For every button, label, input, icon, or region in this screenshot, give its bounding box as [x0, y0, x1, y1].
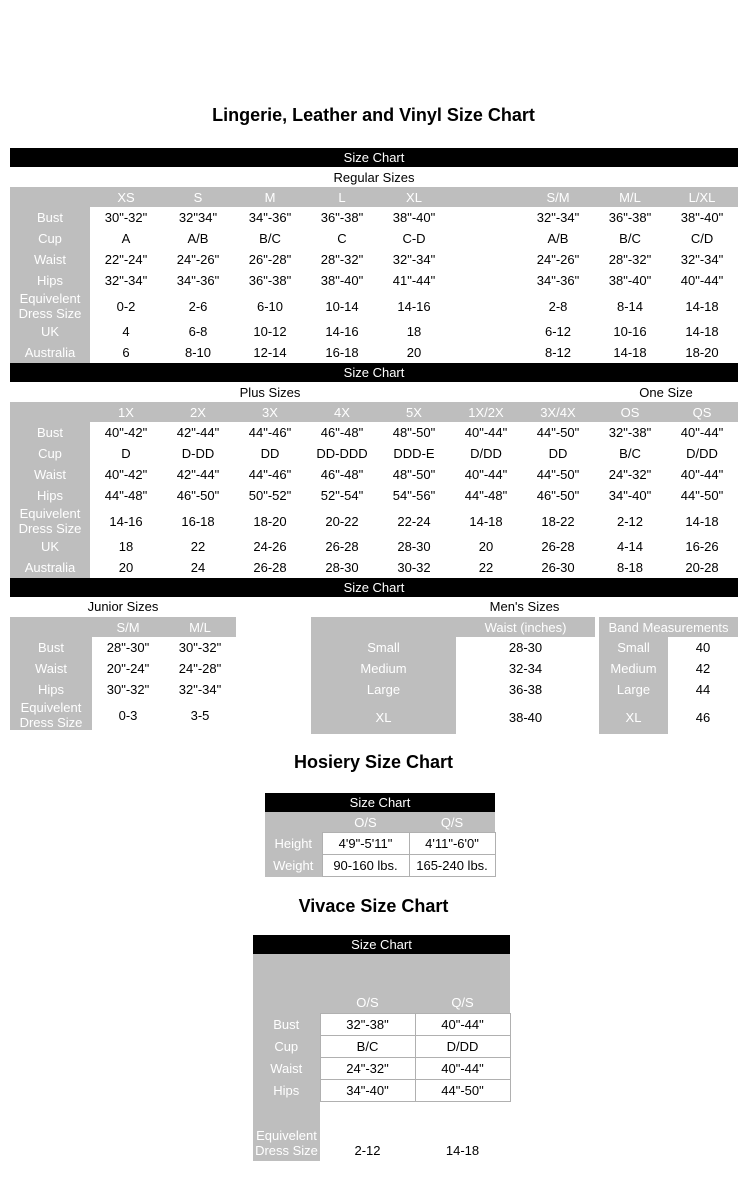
size-value-cell: 8-18 [594, 557, 666, 578]
row-label: Waist [10, 464, 90, 485]
row-label: Equivelent Dress Size [10, 506, 90, 536]
size-value-cell: 28"-32" [306, 249, 378, 270]
size-value-cell: 14-18 [594, 342, 666, 363]
row-label: Waist [10, 249, 90, 270]
size-value-cell: 18-22 [522, 506, 594, 536]
size-value-cell: 3-5 [164, 700, 236, 730]
row-label: Equivelent Dress Size [10, 700, 92, 730]
column-header-empty [10, 617, 92, 637]
size-value-cell: 30"-32" [90, 207, 162, 228]
size-value-cell: 40"-44" [666, 422, 738, 443]
size-value-cell: 8-10 [162, 342, 234, 363]
table-subtitle-row [10, 382, 738, 402]
size-value-cell: 28-30 [456, 637, 595, 658]
column-header: QS [666, 402, 738, 422]
row-label: Hips [253, 1080, 320, 1102]
size-value-cell: B/C [320, 1036, 415, 1058]
row-label: Hips [10, 270, 90, 291]
row-label: Bust [10, 637, 92, 658]
size-value-cell: 32"-38" [320, 1014, 415, 1036]
column-header: OS [594, 402, 666, 422]
size-value-cell: 14-18 [666, 321, 738, 342]
size-value-cell: 26"-28" [234, 249, 306, 270]
spacer-cell [10, 382, 90, 402]
size-value-cell: 50"-52" [234, 485, 306, 506]
column-header: 5X [378, 402, 450, 422]
size-value-cell: B/C [234, 228, 306, 249]
size-value-cell: B/C [594, 228, 666, 249]
row-label: UK [10, 536, 90, 557]
size-value-cell: 22 [450, 557, 522, 578]
size-chart-bar-row [10, 363, 738, 382]
size-value-cell: 44"-50" [666, 485, 738, 506]
row-label: Small [311, 637, 456, 658]
plus-sizes-subtitle: Plus Sizes [90, 382, 450, 402]
size-value-cell: 46"-48" [306, 464, 378, 485]
size-value-cell: 2-8 [522, 291, 594, 321]
table-row [10, 270, 738, 291]
size-value-cell: 26-30 [522, 557, 594, 578]
size-value-cell: 20"-24" [92, 658, 164, 679]
size-value-cell: 36"-38" [594, 207, 666, 228]
column-header: M/L [164, 617, 236, 637]
size-value-cell: 38"-40" [378, 207, 450, 228]
size-value-cell: D [90, 443, 162, 464]
size-value-cell: 34"-36" [162, 270, 234, 291]
vivace-chart-title: Vivace Size Chart [298, 896, 449, 916]
size-value-cell: A [90, 228, 162, 249]
empty-cell [450, 342, 522, 363]
row-label: Hips [10, 679, 92, 700]
hosiery-size-table [265, 793, 496, 877]
size-value-cell: 6-12 [522, 321, 594, 342]
size-value-cell: D-DD [162, 443, 234, 464]
size-value-cell: 2-12 [320, 1102, 415, 1162]
size-chart-bar-row [253, 935, 510, 954]
row-label: Bust [253, 1014, 320, 1036]
row-label: XL [311, 700, 456, 734]
size-value-cell: 30-32 [378, 557, 450, 578]
size-chart-bar-row [10, 148, 738, 167]
table-row [10, 422, 738, 443]
column-header: M/L [594, 187, 666, 207]
size-value-cell: 14-18 [666, 291, 738, 321]
column-header-row [265, 812, 495, 833]
table-row [10, 700, 236, 730]
size-value-cell: A/B [162, 228, 234, 249]
size-value-cell: 0-3 [92, 700, 164, 730]
column-header: XS [90, 187, 162, 207]
size-value-cell: 28-30 [306, 557, 378, 578]
table-row [311, 679, 738, 700]
size-value-cell: A/B [522, 228, 594, 249]
table-row [10, 291, 738, 321]
size-value-cell: 34"-36" [522, 270, 594, 291]
size-value-cell: 52"-54" [306, 485, 378, 506]
column-header: 3X [234, 402, 306, 422]
table-row [10, 249, 738, 270]
size-value-cell: 14-18 [450, 506, 522, 536]
table-row [10, 228, 738, 249]
size-value-cell: DD [522, 443, 594, 464]
size-value-cell: 10-14 [306, 291, 378, 321]
table-row [253, 1058, 510, 1080]
size-value-cell: 22 [162, 536, 234, 557]
junior-sizes-section [10, 597, 236, 730]
table-row [253, 1102, 510, 1162]
row-label: Large [311, 679, 456, 700]
column-header: S [162, 187, 234, 207]
mens-sizes-table [311, 617, 738, 734]
row-label: Height [265, 833, 322, 855]
size-value-cell: 40"-44" [666, 464, 738, 485]
size-value-cell: 38-40 [456, 700, 595, 734]
row-label: Waist [253, 1058, 320, 1080]
table-row [311, 637, 738, 658]
size-value-cell: 44"-50" [522, 464, 594, 485]
size-value-cell: 30"-32" [164, 637, 236, 658]
size-value-cell: 40"-44" [666, 270, 738, 291]
row-label: Waist [10, 658, 92, 679]
size-value-cell: 46"-50" [162, 485, 234, 506]
size-value-cell: 8-14 [594, 291, 666, 321]
size-value-cell: 36"-38" [306, 207, 378, 228]
column-header-row [253, 954, 510, 1014]
spacer-cell [450, 382, 594, 402]
size-value-cell: 36-38 [456, 679, 595, 700]
column-header: XL [378, 187, 450, 207]
table-row [253, 1080, 510, 1102]
size-value-cell: 46"-48" [306, 422, 378, 443]
size-value-cell: D/DD [450, 443, 522, 464]
size-value-cell: 20 [90, 557, 162, 578]
mens-sizes-title: Men's Sizes [489, 599, 560, 614]
row-label: Medium [599, 658, 668, 679]
size-value-cell: 20 [378, 342, 450, 363]
column-header: S/M [92, 617, 164, 637]
row-label: Equivelent Dress Size [253, 1102, 320, 1162]
size-value-cell: 6-8 [162, 321, 234, 342]
size-chart-bar: Size Chart [10, 148, 738, 167]
waist-column-header: Waist (inches) [456, 617, 595, 637]
row-label: UK [10, 321, 90, 342]
size-chart-bar: Size Chart [253, 935, 510, 954]
row-label: XL [599, 700, 668, 734]
column-header: O/S [322, 812, 409, 833]
column-header: Q/S [409, 812, 495, 833]
size-value-cell: 44"-50" [415, 1080, 510, 1102]
size-value-cell: 20-22 [306, 506, 378, 536]
size-value-cell: 44"-46" [234, 422, 306, 443]
size-value-cell: C/D [666, 228, 738, 249]
size-value-cell: D/DD [666, 443, 738, 464]
table-row [10, 485, 738, 506]
column-header: 1X/2X [450, 402, 522, 422]
size-value-cell: 20-28 [666, 557, 738, 578]
size-value-cell: 4-14 [594, 536, 666, 557]
size-value-cell: 90-160 lbs. [322, 855, 409, 877]
row-label: Weight [265, 855, 322, 877]
table-row [10, 321, 738, 342]
column-header: 2X [162, 402, 234, 422]
regular-sizes-subtitle: Regular Sizes [10, 167, 738, 187]
empty-cell [450, 270, 522, 291]
size-value-cell: 46 [668, 700, 738, 734]
size-value-cell: 10-12 [234, 321, 306, 342]
size-value-cell: 42"-44" [162, 422, 234, 443]
size-value-cell: 16-18 [306, 342, 378, 363]
size-value-cell: 6 [90, 342, 162, 363]
size-value-cell: 32-34 [456, 658, 595, 679]
size-value-cell: 18 [90, 536, 162, 557]
size-value-cell: 32"-34" [666, 249, 738, 270]
size-value-cell: 24"-28" [164, 658, 236, 679]
page-title: Lingerie, Leather and Vinyl Size Chart [212, 105, 535, 125]
table-row [10, 506, 738, 536]
size-value-cell: B/C [594, 443, 666, 464]
table-row [253, 1014, 510, 1036]
size-value-cell: 32"-34" [522, 207, 594, 228]
size-value-cell: 14-16 [306, 321, 378, 342]
size-value-cell: 2-12 [594, 506, 666, 536]
mens-sizes-section [311, 597, 738, 734]
plus-sizes-table [10, 363, 738, 578]
size-value-cell: 40"-42" [90, 464, 162, 485]
column-header: O/S [320, 954, 415, 1014]
size-chart-bar: Size Chart [10, 578, 738, 597]
column-header: L [306, 187, 378, 207]
table-subtitle-row [10, 167, 738, 187]
empty-cell [450, 207, 522, 228]
size-value-cell: 34"-36" [234, 207, 306, 228]
column-header-empty [311, 617, 456, 637]
size-value-cell: 4'9"-5'11" [322, 833, 409, 855]
column-header-empty [265, 812, 322, 833]
size-value-cell: 24-26 [234, 536, 306, 557]
size-chart-bar-row [265, 793, 495, 812]
size-value-cell: 32"-34" [378, 249, 450, 270]
row-label: Bust [10, 207, 90, 228]
size-value-cell: 12-14 [234, 342, 306, 363]
size-value-cell: 44"-48" [90, 485, 162, 506]
column-header: 1X [90, 402, 162, 422]
column-header-row [10, 617, 236, 637]
size-value-cell: 18-20 [666, 342, 738, 363]
size-value-cell: 40"-44" [450, 464, 522, 485]
size-value-cell: 32"-34" [164, 679, 236, 700]
size-value-cell: 41"-44" [378, 270, 450, 291]
size-value-cell: 44"-50" [522, 422, 594, 443]
table-row [265, 855, 495, 877]
size-value-cell: 38"-40" [594, 270, 666, 291]
row-label: Small [599, 637, 668, 658]
table-row [10, 637, 236, 658]
size-value-cell: 8-12 [522, 342, 594, 363]
size-value-cell: 32"34" [162, 207, 234, 228]
table-row [10, 536, 738, 557]
empty-cell [450, 228, 522, 249]
empty-cell [450, 321, 522, 342]
column-header: M [234, 187, 306, 207]
size-value-cell: 40"-44" [415, 1014, 510, 1036]
column-header-empty [450, 187, 522, 207]
one-size-subtitle: One Size [594, 382, 738, 402]
junior-mens-section [10, 597, 738, 734]
size-value-cell: 26-28 [234, 557, 306, 578]
hosiery-chart-title: Hosiery Size Chart [293, 752, 454, 772]
row-label: Medium [311, 658, 456, 679]
size-value-cell: 14-18 [415, 1102, 510, 1162]
regular-sizes-table [10, 148, 738, 363]
column-header: L/XL [666, 187, 738, 207]
table-row [265, 833, 495, 855]
size-value-cell: 40"-44" [450, 422, 522, 443]
size-value-cell: 22-24 [378, 506, 450, 536]
table-row [253, 1036, 510, 1058]
size-value-cell: 16-18 [162, 506, 234, 536]
size-value-cell: 44 [668, 679, 738, 700]
size-value-cell: 28"-30" [92, 637, 164, 658]
size-value-cell: 18-20 [234, 506, 306, 536]
size-value-cell: 38"-40" [306, 270, 378, 291]
column-header: 3X/4X [522, 402, 594, 422]
size-value-cell: 48"-50" [378, 464, 450, 485]
column-header: 4X [306, 402, 378, 422]
size-value-cell: 48"-50" [378, 422, 450, 443]
column-header: Q/S [415, 954, 510, 1014]
size-value-cell: 28-30 [378, 536, 450, 557]
column-header: S/M [522, 187, 594, 207]
size-value-cell: 44"-46" [234, 464, 306, 485]
column-header-row [10, 187, 738, 207]
size-value-cell: 38"-40" [666, 207, 738, 228]
table-row [10, 342, 738, 363]
table-row [10, 443, 738, 464]
size-value-cell: 10-16 [594, 321, 666, 342]
size-value-cell: 26-28 [306, 536, 378, 557]
size-value-cell: 16-26 [666, 536, 738, 557]
size-value-cell: 32"-38" [594, 422, 666, 443]
size-value-cell: 6-10 [234, 291, 306, 321]
size-value-cell: 20 [450, 536, 522, 557]
size-value-cell: DD-DDD [306, 443, 378, 464]
junior-sizes-title: Junior Sizes [87, 599, 159, 614]
table-row [10, 679, 236, 700]
size-chart-bar: Size Chart [265, 793, 495, 812]
size-value-cell: 22"-24" [90, 249, 162, 270]
size-value-cell: 32"-34" [90, 270, 162, 291]
row-label: Equivelent Dress Size [10, 291, 90, 321]
size-value-cell: 46"-50" [522, 485, 594, 506]
row-label: Hips [10, 485, 90, 506]
size-value-cell: 34"-40" [320, 1080, 415, 1102]
size-value-cell: 4'11"-6'0" [409, 833, 495, 855]
column-header-empty [10, 402, 90, 422]
table-row [10, 658, 236, 679]
size-value-cell: 14-16 [90, 506, 162, 536]
row-label: Cup [253, 1036, 320, 1058]
size-value-cell: C [306, 228, 378, 249]
size-value-cell: DDD-E [378, 443, 450, 464]
size-value-cell: 2-6 [162, 291, 234, 321]
size-value-cell: 28"-32" [594, 249, 666, 270]
table-row [10, 464, 738, 485]
size-value-cell: 40"-42" [90, 422, 162, 443]
vivace-size-table [253, 935, 511, 1161]
empty-cell [450, 291, 522, 321]
size-value-cell: 24"-26" [522, 249, 594, 270]
size-value-cell: 24"-32" [320, 1058, 415, 1080]
row-label: Cup [10, 228, 90, 249]
junior-sizes-table [10, 617, 236, 730]
size-value-cell: 36"-38" [234, 270, 306, 291]
table-row [311, 658, 738, 679]
size-value-cell: 44"-48" [450, 485, 522, 506]
table-row [311, 700, 738, 734]
size-value-cell: 42"-44" [162, 464, 234, 485]
size-value-cell: 0-2 [90, 291, 162, 321]
row-label: Cup [10, 443, 90, 464]
table-row [10, 557, 738, 578]
size-value-cell: 14-16 [378, 291, 450, 321]
size-value-cell: 18 [378, 321, 450, 342]
row-label: Large [599, 679, 668, 700]
size-value-cell: 42 [668, 658, 738, 679]
size-value-cell: 165-240 lbs. [409, 855, 495, 877]
size-value-cell: 30"-32" [92, 679, 164, 700]
empty-cell [450, 249, 522, 270]
row-label: Australia [10, 557, 90, 578]
row-label: Bust [10, 422, 90, 443]
table-row [10, 207, 738, 228]
column-header-empty [253, 954, 320, 1014]
mens-header-row [311, 617, 738, 637]
size-value-cell: 24"-32" [594, 464, 666, 485]
size-value-cell: 40 [668, 637, 738, 658]
size-value-cell: D/DD [415, 1036, 510, 1058]
size-value-cell: 40"-44" [415, 1058, 510, 1080]
row-label: Australia [10, 342, 90, 363]
size-value-cell: 34"-40" [594, 485, 666, 506]
size-value-cell: 4 [90, 321, 162, 342]
band-column-header: Band Measurements [599, 617, 738, 637]
size-value-cell: DD [234, 443, 306, 464]
column-header-empty [10, 187, 90, 207]
size-value-cell: C-D [378, 228, 450, 249]
size-value-cell: 26-28 [522, 536, 594, 557]
size-value-cell: 24 [162, 557, 234, 578]
size-value-cell: 14-18 [666, 506, 738, 536]
size-chart-bar: Size Chart [10, 363, 738, 382]
size-value-cell: 24"-26" [162, 249, 234, 270]
column-header-row [10, 402, 738, 422]
size-value-cell: 54"-56" [378, 485, 450, 506]
